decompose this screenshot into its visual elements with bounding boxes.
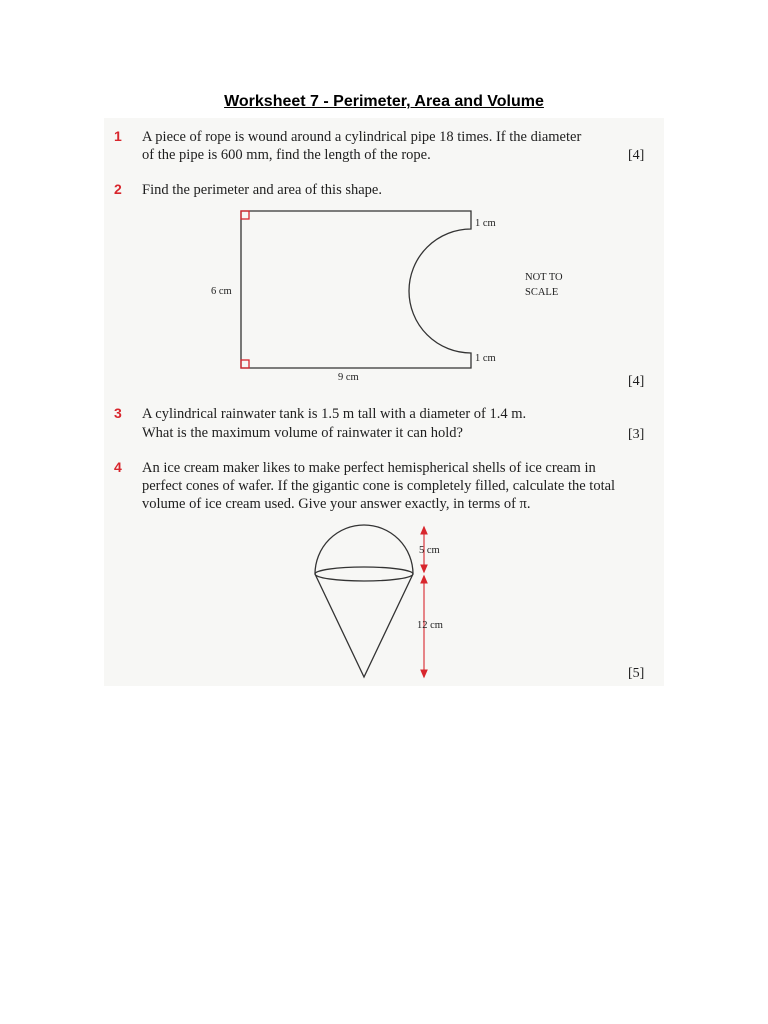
label-radius: 5 cm: [419, 545, 440, 556]
question-number-3: 3: [114, 405, 122, 421]
question-3-line-2: What is the maximum volume of rainwater it can hold?: [142, 425, 463, 441]
rim-ellipse: [315, 567, 413, 581]
question-3-marks: [3]: [628, 427, 645, 442]
question-2-marks: [4]: [628, 374, 645, 389]
question-3-line-1: A cylindrical rainwater tank is 1.5 m tall with a diameter of 1.4 m.: [142, 406, 527, 422]
page-title: Worksheet 7 - Perimeter, Area and Volume: [224, 93, 544, 110]
question-4-line-2: perfect cones of wafer. If the gigantic cone is completely filled, calculate the total: [142, 478, 616, 494]
label-width: 9 cm: [338, 372, 359, 383]
question-4-marks: [5]: [628, 666, 645, 681]
not-to-scale-line-2: SCALE: [525, 287, 559, 298]
label-bottom-gap: 1 cm: [475, 353, 496, 364]
question-4-line-3: volume of ice cream used. Give your answer exactly, in terms of π.: [142, 496, 531, 512]
label-cone-height: 12 cm: [417, 620, 443, 631]
not-to-scale-line-1: NOT TO: [525, 272, 563, 283]
question-number-4: 4: [114, 459, 122, 475]
question-1-line-2: of the pipe is 600 mm, find the length of the rope.: [142, 147, 431, 163]
cone-outline: [315, 574, 413, 677]
question-number-1: 1: [114, 128, 122, 144]
question-1-line-1: A piece of rope is wound around a cylindrical pipe 18 times. If the diameter: [142, 129, 582, 145]
question-2-line-1: Find the perimeter and area of this shape.: [142, 182, 382, 198]
question-number-2: 2: [114, 181, 122, 197]
label-top-gap: 1 cm: [475, 218, 496, 229]
question-4-line-1: An ice cream maker likes to make perfect hemispherical shells of ice cream in: [142, 460, 596, 476]
question-1-marks: [4]: [628, 148, 645, 163]
label-height: 6 cm: [211, 286, 232, 297]
